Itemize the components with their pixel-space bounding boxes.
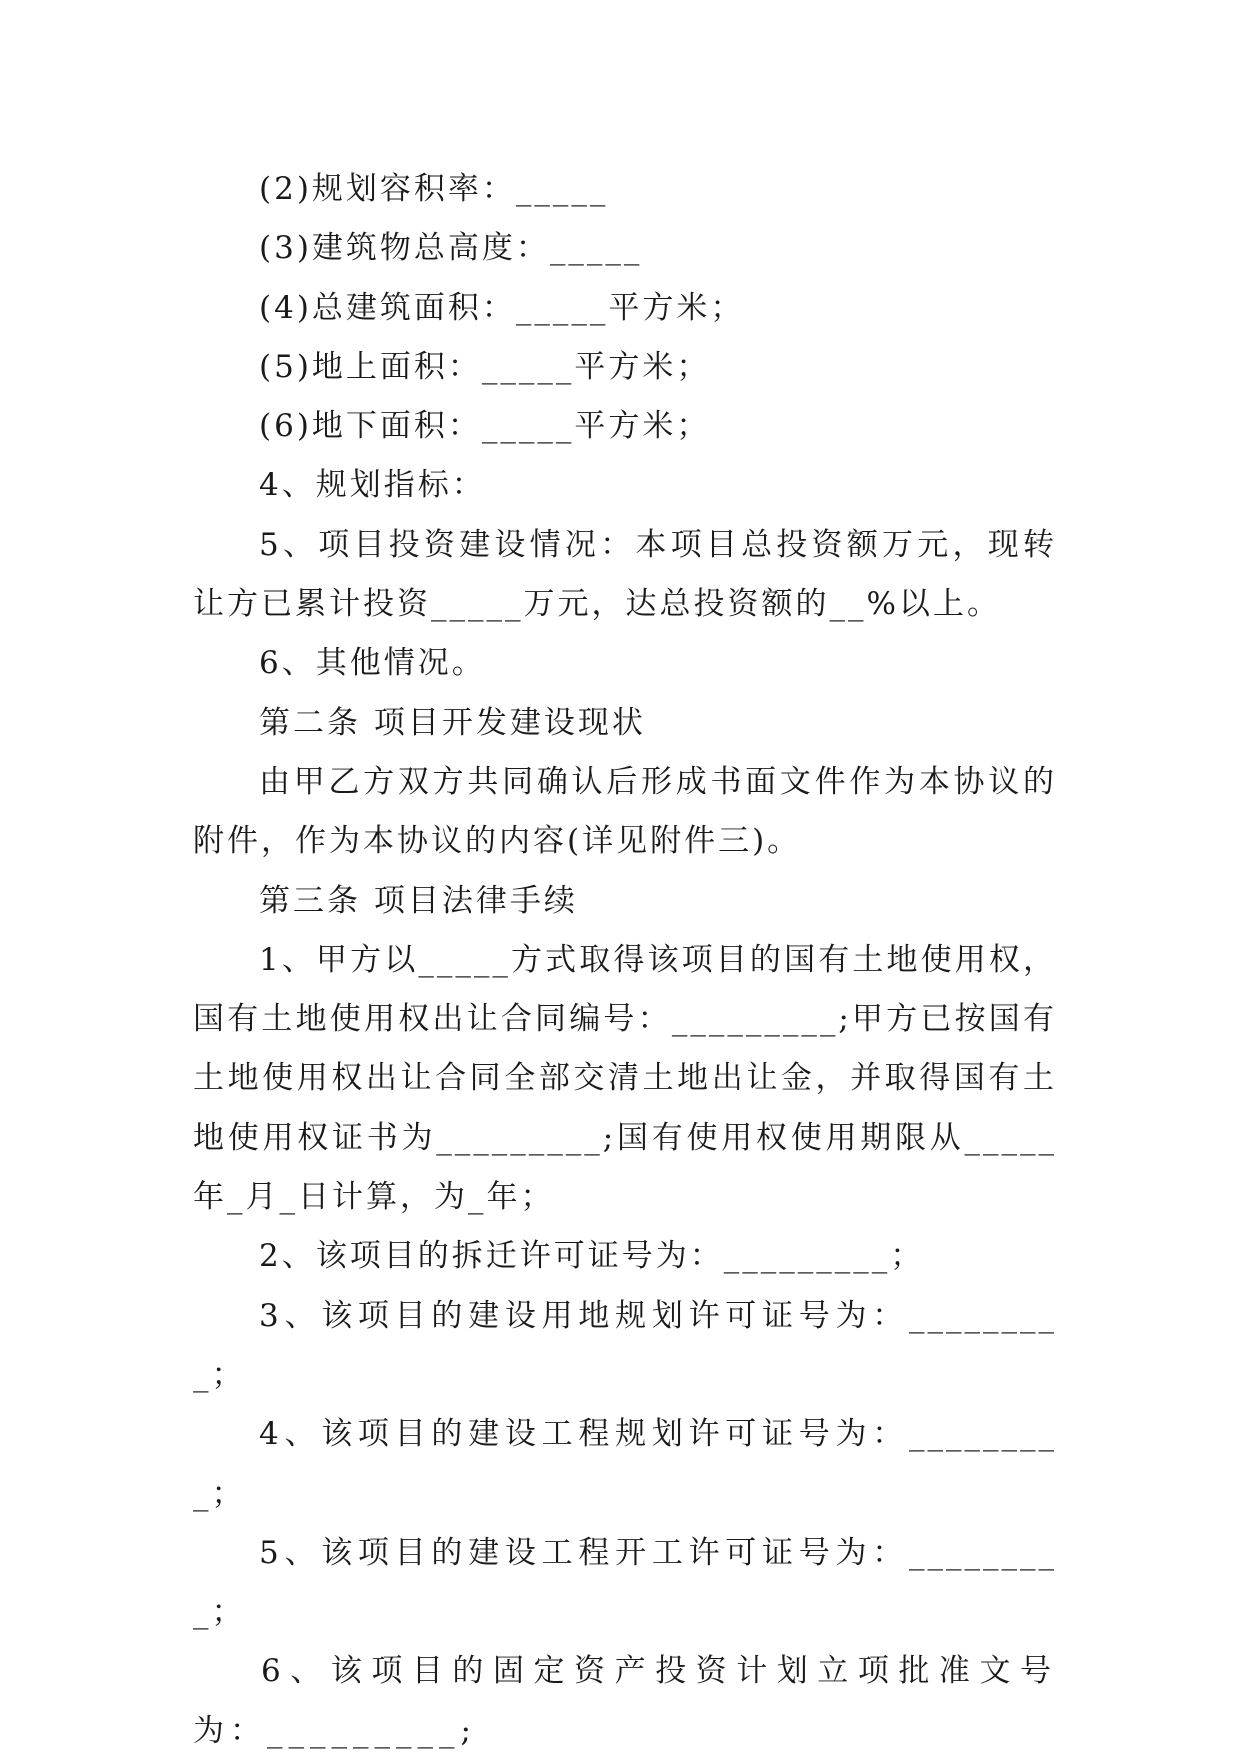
paragraph-investment-status: 5、项目投资建设情况：本项目总投资额万元，现转让方已累计投资_____万元，达总投资额的__%以上。 [193,526,1057,623]
paragraph-floor-area-ratio: (2)规划容积率：_____ [259,171,609,207]
paragraph-land-planning-permit: 3、该项目的建设用地规划许可证号为：_________； [193,1297,1057,1393]
paragraph-building-height: (3)建筑物总高度：_____ [259,230,643,267]
paragraph-other-conditions: 6、其他情况。 [259,645,486,682]
article-three-heading: 第三条 项目法律手续 [259,882,578,919]
paragraph-total-floor-area: (4)总建筑面积：_____平方米； [259,289,745,326]
paragraph-construction-permit: 5、该项目的建设工程开工许可证号为：_________； [193,1534,1057,1631]
paragraph-planning-indicators: 4、规划指标： [259,467,486,504]
paragraph-land-use-right: 1、甲方以_____方式取得该项目的国有土地使用权，国有土地使用权出让合同编号：_________;甲方已按国有土地使用权出让合同全部交清土地出让金，并取得国有土地使用权证书为_________;国有使用权使用期限从_____年_月_日计算，为_年； [193,941,1057,1216]
paragraph-development-status: 由甲乙方双方共同确认后形成书面文件作为本协议的附件，作为本协议的内容(详见附件三)。 [193,763,1057,860]
document-body [193,160,1057,1761]
paragraph-engineering-planning-permit: 4、该项目的建设工程规划许可证号为：_________； [193,1416,1057,1512]
paragraph-underground-area: (6)地下面积：_____平方米； [259,408,711,445]
paragraph-above-ground-area: (5)地上面积：_____平方米； [259,348,711,385]
paragraph-investment-approval: 6、该项目的固定资产投资计划立项批准文号为：_________; [193,1653,1057,1749]
article-two-heading: 第二条 项目开发建设现状 [259,704,646,741]
paragraph-demolition-permit: 2、该项目的拆迁许可证号为：_________； [259,1238,925,1275]
